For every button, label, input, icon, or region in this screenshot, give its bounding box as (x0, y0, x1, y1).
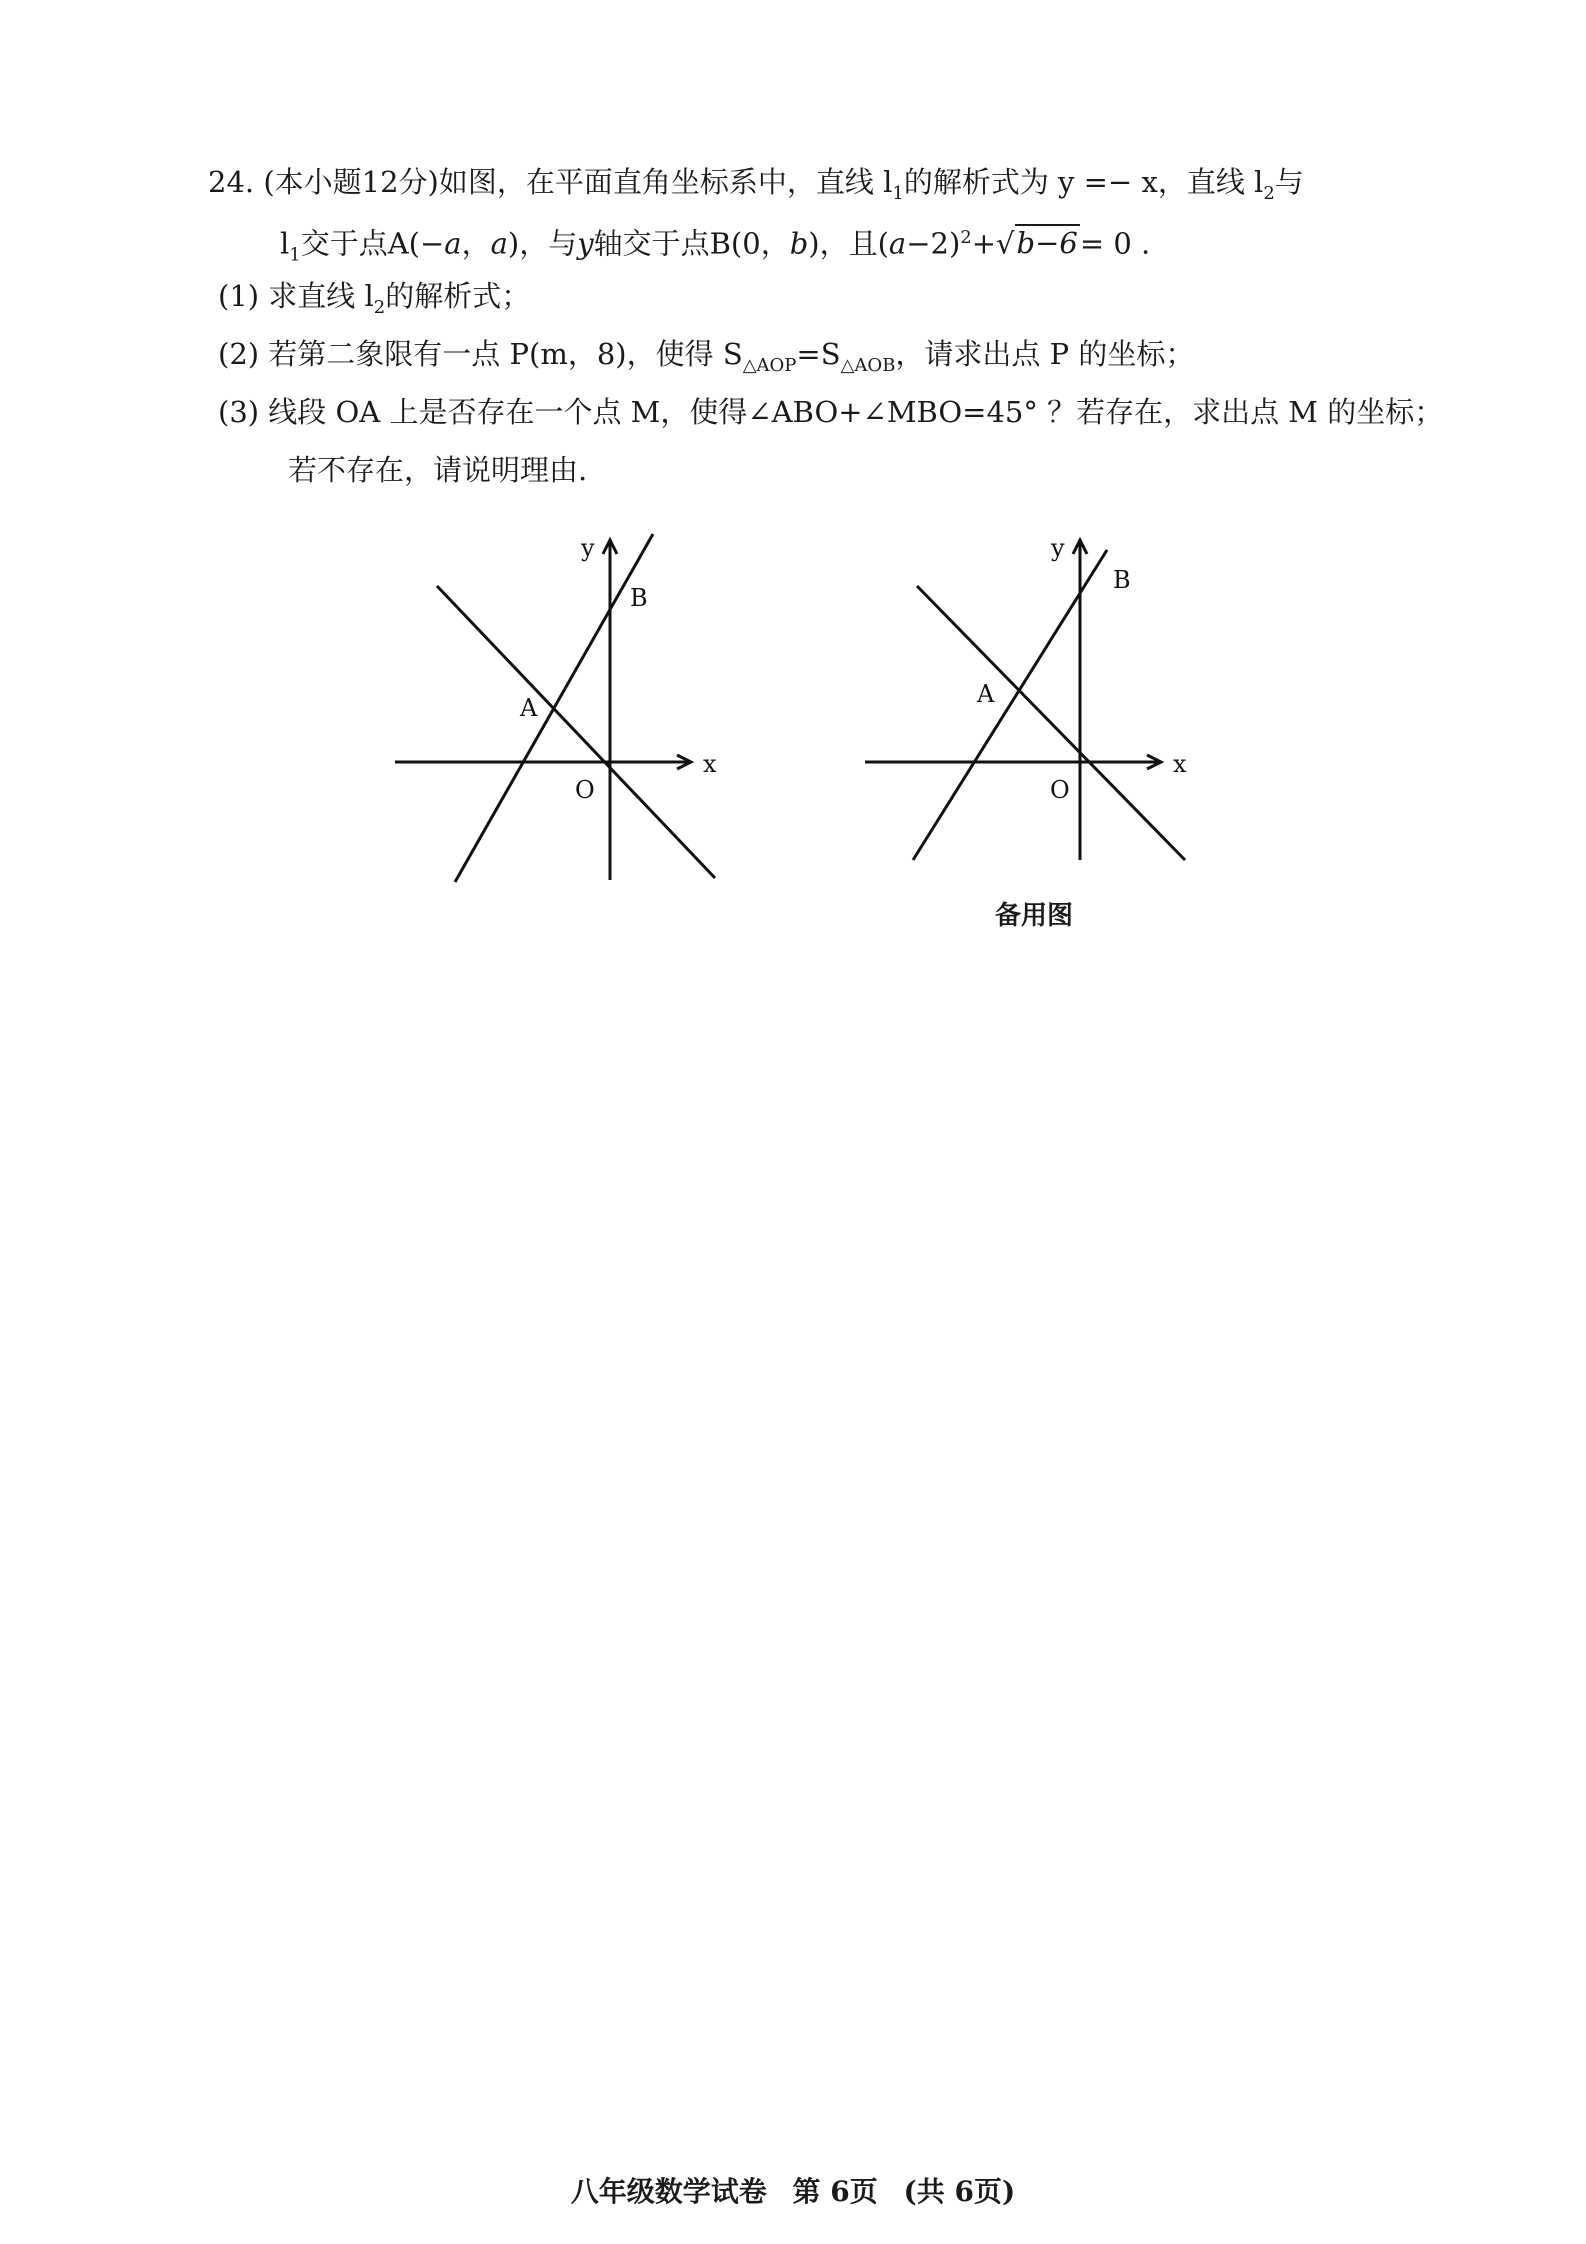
figure-main (385, 520, 725, 884)
stem-text-1: 如图，在平面直角坐标系中，直线 l (438, 165, 893, 199)
var-a: a (444, 226, 462, 261)
stem-sub-1: 1 (892, 182, 904, 204)
stem-sub-2: 2 (1263, 182, 1275, 204)
spare-figure-caption: 备用图 (995, 901, 1074, 931)
stem-l-sub: 1 (289, 244, 301, 266)
part-2-sub-2: △AOB (840, 354, 896, 376)
stem-l: l (280, 226, 290, 261)
label-b: B (630, 584, 648, 612)
part-1-text-a: (1) 求直线 l (218, 279, 374, 313)
label-y: y (581, 534, 595, 562)
line-l1 (917, 586, 1185, 860)
label-o: O (1050, 776, 1070, 804)
line-l2 (455, 534, 653, 882)
stem-sqrt-body: b−6 (1016, 226, 1078, 261)
part-2 (218, 332, 1498, 388)
part-2-sub-1: △AOP (742, 354, 797, 376)
stem-text-f: )，且( (808, 226, 889, 261)
var-a-3: a (888, 226, 907, 261)
footer-page-total: (共 6页) (903, 2175, 1016, 2208)
stem-line-2 (208, 216, 1498, 277)
stem-equals-zero: = 0 . (1079, 226, 1151, 261)
line-l1 (437, 586, 715, 878)
stem-text-2: 的解析式为 y =− x，直线 l (903, 165, 1264, 199)
stem-text-g: −2) (906, 226, 961, 261)
question-24-stem (208, 160, 1498, 277)
line-l2 (913, 550, 1107, 860)
figure-spare (855, 520, 1195, 884)
label-y: y (1051, 534, 1065, 562)
footer-exam-title: 八年级数学试卷 (570, 2175, 767, 2208)
label-x: x (1173, 750, 1187, 778)
part-2-text-a: (2) 若第二象限有一点 P(m，8)，使得 S (218, 337, 743, 371)
stem-text-d: )，与 (507, 226, 578, 261)
page-footer (0, 2170, 1586, 2210)
question-number: 24. (208, 165, 255, 199)
stem-text-3: 与 (1274, 165, 1304, 199)
coordinate-diagram-spare (855, 520, 1195, 880)
label-b: B (1113, 566, 1131, 594)
part-1 (218, 274, 1498, 330)
part-2-text-c: ，请求出点 P 的坐标； (895, 337, 1195, 371)
stem-sqrt-sign: +√ (971, 226, 1015, 261)
footer-page-number: 第 6页 (792, 2175, 878, 2208)
stem-point-b: 轴交于点B(0， (593, 226, 790, 261)
var-b: b (789, 226, 809, 261)
label-x: x (703, 750, 717, 778)
coordinate-diagram (385, 520, 725, 880)
part-1-sub: 2 (373, 296, 386, 318)
var-y: y (577, 226, 594, 261)
stem-comma: ， (461, 226, 491, 261)
label-a: A (977, 680, 995, 708)
stem-sup: 2 (960, 226, 972, 248)
part-2-text-b: =S (796, 337, 841, 371)
label-a: A (520, 694, 538, 722)
part-3-continued: 若不存在，请说明理由. (288, 453, 588, 487)
label-o: O (575, 776, 595, 804)
score-note: (本小题12分) (263, 165, 439, 199)
part-1-text-b: 的解析式； (385, 279, 531, 313)
var-a-2: a (490, 226, 508, 261)
stem-point-a: 交于点A(− (300, 226, 445, 261)
part-3: (3) 线段 OA 上是否存在一个点 M，使得∠ABO+∠MBO=45° ？若存在，求出点 M 的坐标； (218, 395, 1444, 429)
